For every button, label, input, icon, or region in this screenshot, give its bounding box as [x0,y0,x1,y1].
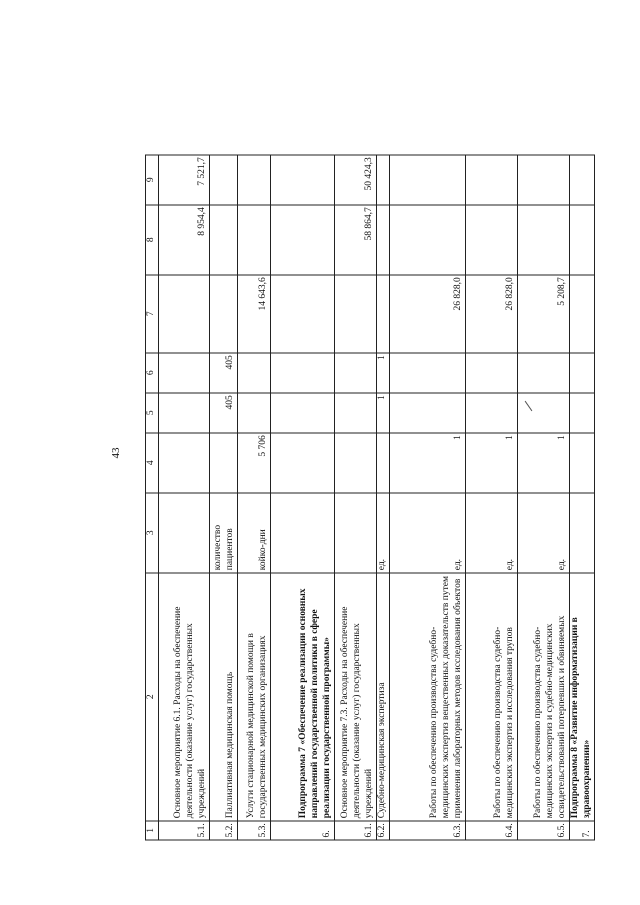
cell-col6: 405 [210,352,238,392]
cell-col8 [389,204,465,274]
cell-col6 [569,352,594,392]
column-header: 2 [146,572,159,820]
cell-col5: 1 [377,392,390,432]
cell-col4: 5 706 [238,432,271,492]
row-unit [159,492,210,572]
row-name: Работы по обеспечению производства судебно-медицинских экспертиз и исследования трупов [465,572,517,820]
cell-col4: 1 [389,432,465,492]
row-code: 5.1. [159,820,210,839]
cell-col4: 1 [517,432,569,492]
row-unit: койко-дни [238,492,271,572]
cell-col9 [517,154,569,204]
column-header: 9 [146,154,159,204]
cell-col5 [569,392,594,432]
cell-col6 [465,352,517,392]
table-row [335,154,377,839]
table-row [389,154,465,839]
cell-col7: 5 208,7 [517,274,569,352]
cell-col5: 405 [210,392,238,432]
table-row [517,154,569,839]
row-code: 5.2. [210,820,238,839]
cell-col8 [465,204,517,274]
cell-col9 [569,154,594,204]
cell-col4 [569,432,594,492]
cell-col8 [377,204,390,274]
cell-col8 [271,204,335,274]
page-number: 43 [110,447,122,458]
cell-col4 [335,432,377,492]
row-code: 6.1. [335,820,377,839]
row-unit: ед. [517,492,569,572]
column-header: 1 [146,820,159,839]
table-row [377,154,390,839]
cell-col9: 7 521,7 [159,154,210,204]
cell-col4 [377,432,390,492]
row-unit: ед. [465,492,517,572]
cell-col9 [238,154,271,204]
cell-col7: 26 828,0 [389,274,465,352]
cell-col9: 50 424,3 [335,154,377,204]
row-code: 7. [569,820,594,839]
cell-col5 [159,392,210,432]
cell-col7 [159,274,210,352]
cell-col7: 26 828,0 [465,274,517,352]
column-header: 3 [146,492,159,572]
cell-col9 [271,154,335,204]
row-unit [569,492,594,572]
cell-col6 [389,352,465,392]
column-header: 7 [146,274,159,352]
row-unit: ед. [377,492,390,572]
table-row [210,154,238,839]
row-unit [271,492,335,572]
row-code: 6.3. [389,820,465,839]
cell-col6 [238,352,271,392]
table-row [159,154,210,839]
row-unit [335,492,377,572]
cell-col7: 14 643,6 [238,274,271,352]
cell-col6 [159,352,210,392]
column-header: 5 [146,392,159,432]
row-code: 6.4. [465,820,517,839]
cell-col8 [238,204,271,274]
budget-table [145,154,595,840]
cell-col6: 1 [377,352,390,392]
table-row [465,154,517,839]
cell-col7 [271,274,335,352]
row-unit: количество пациентов [210,492,238,572]
row-name: Подпрограмма 8 «Развитие информатизации в здравоохранении» [569,572,594,820]
cell-col7 [569,274,594,352]
row-name: Услуги стационарной медицинской помощи в государственных медицинских организациях [238,572,271,820]
table-row [238,154,271,839]
cell-col4 [210,432,238,492]
cell-col6 [517,352,569,392]
header-row [146,154,159,839]
row-name: Основное мероприятие 7.3. Расходы на обеспечение деятельности (оказание услуг) государственных учреждений [335,572,377,820]
row-code: 6. [271,820,335,839]
cell-col5 [335,392,377,432]
table-row-subprogram [569,154,594,839]
cell-col8 [210,204,238,274]
cell-col5 [465,392,517,432]
column-header: 4 [146,432,159,492]
cell-col4 [159,432,210,492]
cell-col6 [271,352,335,392]
cell-col9 [465,154,517,204]
row-code: 5.3. [238,820,271,839]
cell-col5 [517,392,569,432]
cell-col5 [389,392,465,432]
cell-col7 [210,274,238,352]
row-name: Работы по обеспечению производства судебно-медицинских экспертиз и судебно-медицинских освидетельствований потерпевших и обвиняемых [517,572,569,820]
cell-col9 [210,154,238,204]
row-name: Основное мероприятие 6.1. Расходы на обеспечение деятельности (оказание услуг) государственных учреждений [159,572,210,820]
row-name: Подпрограмма 7 «Обеспечение реализации основных направлений государственной политики в сфере реализации государственной программы» [271,572,335,820]
cell-col8 [517,204,569,274]
row-name: Судебно-медицинская экспертиза [377,572,390,820]
row-code: 6.5. [517,820,569,839]
column-header: 6 [146,352,159,392]
cell-col9 [389,154,465,204]
cell-col8 [569,204,594,274]
row-code: 6.2. [377,820,390,839]
column-header: 8 [146,204,159,274]
cell-col7 [335,274,377,352]
cell-col7 [377,274,390,352]
table-row-subprogram [271,154,335,839]
cell-col4 [271,432,335,492]
cell-col6 [335,352,377,392]
cell-col8: 58 864,7 [335,204,377,274]
cell-col5 [238,392,271,432]
cell-col9 [377,154,390,204]
row-name: Работы по обеспечению производства судебно-медицинских экспертиз вещественных доказательств путем применения лабораторных методов исследования объектов [389,572,465,820]
row-name: Паллиативная медицинская помощь [210,572,238,820]
row-unit: ед. [389,492,465,572]
cell-col4: 1 [465,432,517,492]
cell-col8: 8 954,4 [159,204,210,274]
cell-col5 [271,392,335,432]
